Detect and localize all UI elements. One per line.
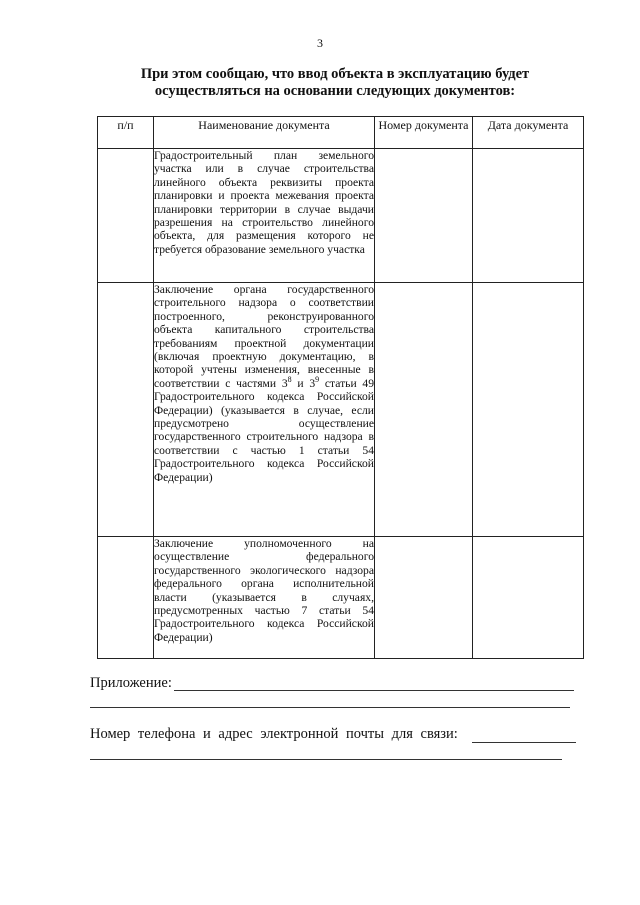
heading-line-2: осуществляться на основании следующих документов: xyxy=(154,83,516,99)
appendix-line-2[interactable] xyxy=(90,707,570,708)
contact-line-1[interactable] xyxy=(472,742,576,743)
row-3-name: Заключение уполномоченного на осуществление федерального государственного экологического надзора федерального органа исполнительной власти (указывается в случаях, предусмотренных частью 7 статьи 54 Градостроительного кодекса Российской Федерации) xyxy=(154,537,375,659)
header-n: п/п xyxy=(98,117,154,149)
documents-table xyxy=(97,116,584,659)
table-header-row xyxy=(98,117,584,149)
contact-label: Номер телефона и адрес электронной почты для связи: xyxy=(90,726,458,742)
header-name: Наименование документа xyxy=(154,117,375,149)
row-1-number[interactable] xyxy=(375,149,473,283)
row-2-name-part-1: Заключение органа государственного строительного надзора о соответствии построенного, реконструированного объекта капитального строительства требованиям проектной документации (включая проектную документацию, в которой учтены изменения, внесенные в соответствии с частями 3 xyxy=(154,283,374,390)
appendix-line-1[interactable] xyxy=(174,690,574,691)
row-2-name xyxy=(154,283,375,537)
row-1-n xyxy=(98,149,154,283)
row-3-number[interactable] xyxy=(375,537,473,659)
table-row xyxy=(98,149,584,283)
row-2-name-part-3: статьи 49 Градостроительного кодекса Российской Федерации) (указывается в случае, если предусмотрено осуществление государственного строительного надзора в соответствии с частью 1 статьи 54 Градостроительного кодекса Российской Федерации) xyxy=(154,376,374,484)
row-3-n xyxy=(98,537,154,659)
header-date: Дата документа xyxy=(473,117,584,149)
row-3-date[interactable] xyxy=(473,537,584,659)
contact-line-2[interactable] xyxy=(90,759,562,760)
appendix-label: Приложение: xyxy=(90,675,172,691)
row-2-date[interactable] xyxy=(473,283,584,537)
row-2-superscript-1: 8 xyxy=(287,374,292,384)
page-number: 3 xyxy=(317,36,323,50)
page-heading xyxy=(110,66,560,100)
row-2-name-part-2: и 3 xyxy=(291,376,316,390)
heading-line-1: При этом сообщаю, что ввод объекта в эксплуатацию будет xyxy=(140,66,530,82)
row-1-date[interactable] xyxy=(473,149,584,283)
row-1-name: Градостроительный план земельного участка или в случае строительства линейного объекта реквизиты проекта планировки и проекта межевания проекта планировки территории в случае выдачи разрешения на строительство линейного объекта, для размещения которого не требуется образование земельного участка xyxy=(154,149,375,283)
row-2-number[interactable] xyxy=(375,283,473,537)
row-2-n xyxy=(98,283,154,537)
table-row xyxy=(98,537,584,659)
table-row xyxy=(98,283,584,537)
row-2-superscript-2: 9 xyxy=(315,374,320,384)
header-number: Номер документа xyxy=(375,117,473,149)
